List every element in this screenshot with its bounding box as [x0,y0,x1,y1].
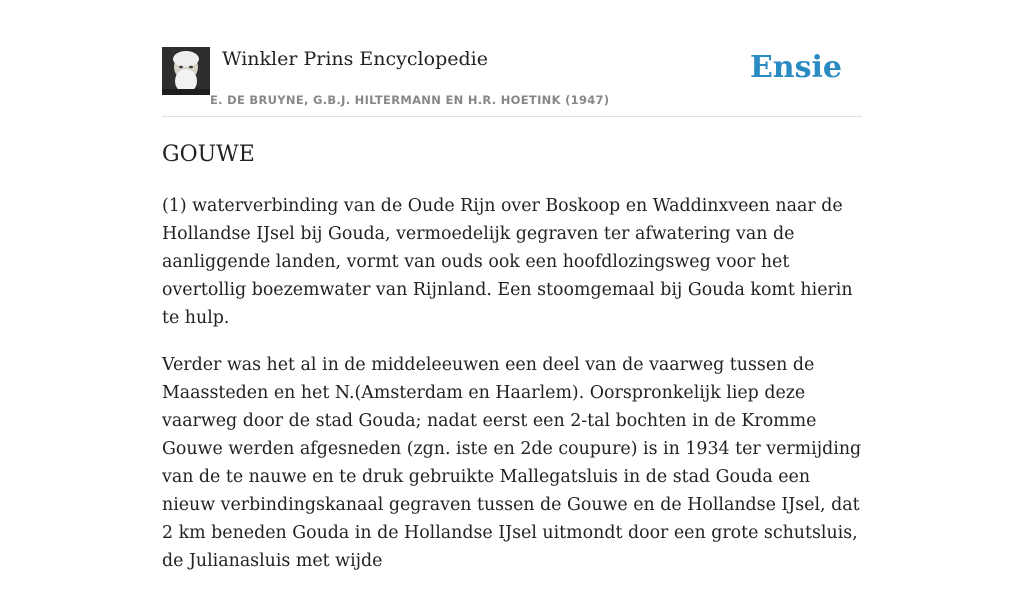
encyclopedia-title[interactable]: Winkler Prins Encyclopedie [222,48,488,70]
entry-paragraph: Verder was het al in de middeleeuwen een deel van de vaarweg tussen de Maassteden en het N.(Amsterdam en Haarlem). Oorspronkelijk liep deze vaarweg door de stad Gouda; nadat eerst een 2-tal bochten in de Kromme Gouwe werden afgesneden (zgn. iste en 2de coupure) is in 1934 ter vermijding van de te nauwe en te druk gebruikte Mallegatsluis in de stad Gouda een nieuw verbindingskanaal gegraven tussen de Gouwe en de Hollandse IJsel, dat 2 km beneden Gouda in de Hollandse IJsel uitmondt door een grote schutsluis, de Julianasluis met wijde [162,355,862,571]
author-avatar[interactable] [162,47,210,95]
entry-title: GOUWE [162,142,255,167]
page-header [162,46,862,117]
entry-paragraph: (1) waterverbinding van de Oude Rijn over Boskoop en Waddinxveen naar de Hollandse IJsel bij Gouda, vermoedelijk gegraven ter afwatering van de aanliggende landen, vormt van ouds ook een hoofdlozingsweg voor het overtollig boezemwater van Rijnland. Een stoomgemaal bij Gouda komt hierin te hulp. [162,196,853,328]
ensie-logo[interactable]: Ensie [749,50,842,85]
authors-line: E. DE BRUYNE, G.B.J. HILTERMANN EN H.R. HOETINK (1947) [210,93,610,107]
entry-body [162,192,862,594]
author-portrait-icon [162,47,210,95]
